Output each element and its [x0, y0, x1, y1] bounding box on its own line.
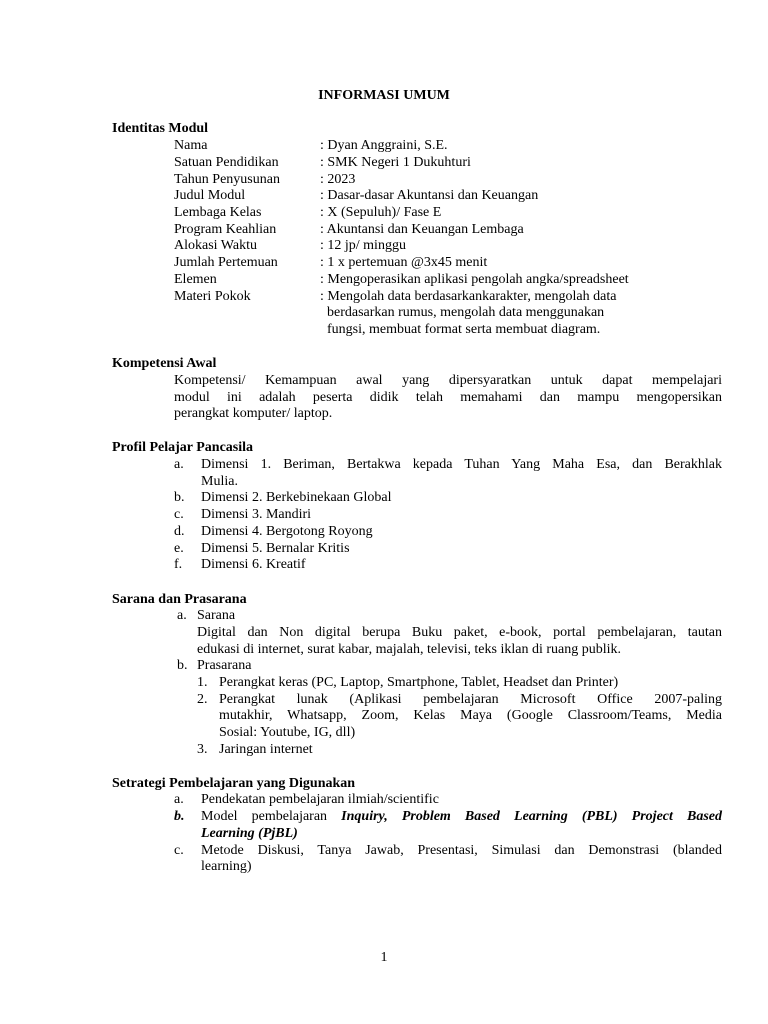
list-item-text: Sarana — [197, 608, 236, 623]
list-marker: b. — [174, 809, 185, 824]
page-number: 1 — [380, 950, 388, 965]
section-heading-identitas: Identitas Modul — [112, 121, 209, 136]
list-marker: a. — [174, 457, 184, 472]
list-marker: c. — [174, 507, 184, 522]
identity-value: : Akuntansi dan Keuangan Lembaga — [320, 222, 524, 237]
model-emphasis: Inquiry, Problem Based Learning (PBL) Project Based — [341, 809, 722, 824]
kompetensi-text-line: perangkat komputer/ laptop. — [174, 406, 333, 421]
list-item-continuation: learning) — [201, 859, 252, 874]
identity-value: : SMK Negeri 1 Dukuhturi — [320, 155, 471, 170]
materi-continuation: berdasarkan rumus, mengolah data menggunakan — [327, 305, 605, 320]
identity-label: Elemen — [174, 272, 217, 287]
identity-label: Tahun Penyusunan — [174, 172, 280, 187]
list-item-text: Dimensi 4. Bergotong Royong — [201, 524, 373, 539]
list-marker: 1. — [197, 675, 208, 690]
identity-label: Judul Modul — [174, 188, 246, 203]
identity-value: : 1 x pertemuan @3x45 menit — [320, 255, 488, 270]
list-item-text: Pendekatan pembelajaran ilmiah/scientific — [201, 792, 439, 807]
identity-label: Lembaga Kelas — [174, 205, 262, 220]
list-item-continuation: Mulia. — [201, 474, 238, 489]
sarana-text-line: edukasi di internet, surat kabar, majalah, televisi, teks iklan di ruang publik. — [197, 642, 621, 657]
list-marker: e. — [174, 541, 184, 556]
model-emphasis-continuation: Learning (PjBL) — [201, 826, 298, 841]
list-item-text: Perangkat lunak (Aplikasi pembelajaran Microsoft Office 2007-paling — [219, 692, 722, 707]
list-item-text: Perangkat keras (PC, Laptop, Smartphone, Tablet, Headset dan Printer) — [219, 675, 619, 690]
identity-value: : 2023 — [320, 172, 356, 187]
identity-label: Materi Pokok — [174, 289, 251, 304]
list-item-continuation: Sosial: Youtube, IG, dll) — [219, 725, 356, 740]
list-marker: f. — [174, 557, 183, 572]
list-item-text: Metode Diskusi, Tanya Jawab, Presentasi, Simulasi dan Demonstrasi (blanded — [201, 843, 722, 858]
list-item-text: Prasarana — [197, 658, 252, 673]
list-marker: c. — [174, 843, 184, 858]
materi-continuation: fungsi, membuat format serta membuat diagram. — [327, 322, 601, 337]
list-item-text: Jaringan internet — [219, 742, 313, 757]
identity-value: : Mengolah data berdasarkankarakter, mengolah data — [320, 289, 617, 304]
list-marker: d. — [174, 524, 185, 539]
section-heading-profil: Profil Pelajar Pancasila — [112, 440, 254, 455]
identity-label: Program Keahlian — [174, 222, 277, 237]
list-item-text: Dimensi 5. Bernalar Kritis — [201, 541, 350, 556]
list-marker: 3. — [197, 742, 208, 757]
identity-label: Nama — [174, 138, 208, 153]
identity-value: : 12 jp/ minggu — [320, 238, 406, 253]
identity-label: Satuan Pendidikan — [174, 155, 279, 170]
list-marker: a. — [174, 792, 184, 807]
list-item-text: Dimensi 6. Kreatif — [201, 557, 306, 572]
sarana-text-line: Digital dan Non digital berupa Buku paket, e-book, portal pembelajaran, tautan — [197, 625, 722, 640]
identity-value: : Dasar-dasar Akuntansi dan Keuangan — [320, 188, 539, 203]
list-item-text — [201, 809, 722, 826]
list-marker: 2. — [197, 692, 208, 707]
list-marker: b. — [177, 658, 188, 673]
identity-value: : X (Sepuluh)/ Fase E — [320, 205, 442, 220]
page-title: INFORMASI UMUM — [318, 88, 450, 103]
identity-label: Jumlah Pertemuan — [174, 255, 278, 270]
kompetensi-text-line: Kompetensi/ Kemampuan awal yang dipersyaratkan untuk dapat mempelajari — [174, 373, 722, 388]
list-item-continuation: mutakhir, Whatsapp, Zoom, Kelas Maya (Google Classroom/Teams, Media — [219, 708, 722, 723]
section-heading-kompetensi: Kompetensi Awal — [112, 356, 217, 371]
list-marker: a. — [177, 608, 187, 623]
list-marker: b. — [174, 490, 185, 505]
list-item-text: Dimensi 1. Beriman, Bertakwa kepada Tuhan Yang Maha Esa, dan Berakhlak — [201, 457, 722, 472]
identity-label: Alokasi Waktu — [174, 238, 257, 253]
section-heading-strategi: Setrategi Pembelajaran yang Digunakan — [112, 776, 356, 791]
identity-value: : Dyan Anggraini, S.E. — [320, 138, 448, 153]
list-item-text: Dimensi 3. Mandiri — [201, 507, 312, 522]
section-heading-sarana: Sarana dan Prasarana — [112, 592, 247, 607]
identity-value: : Mengoperasikan aplikasi pengolah angka/spreadsheet — [320, 272, 629, 287]
model-prefix: Model pembelajaran — [201, 809, 328, 824]
kompetensi-text-line: modul ini adalah peserta didik telah memahami dan mampu mengopersikan — [174, 390, 722, 405]
list-item-text: Dimensi 2. Berkebinekaan Global — [201, 490, 392, 505]
